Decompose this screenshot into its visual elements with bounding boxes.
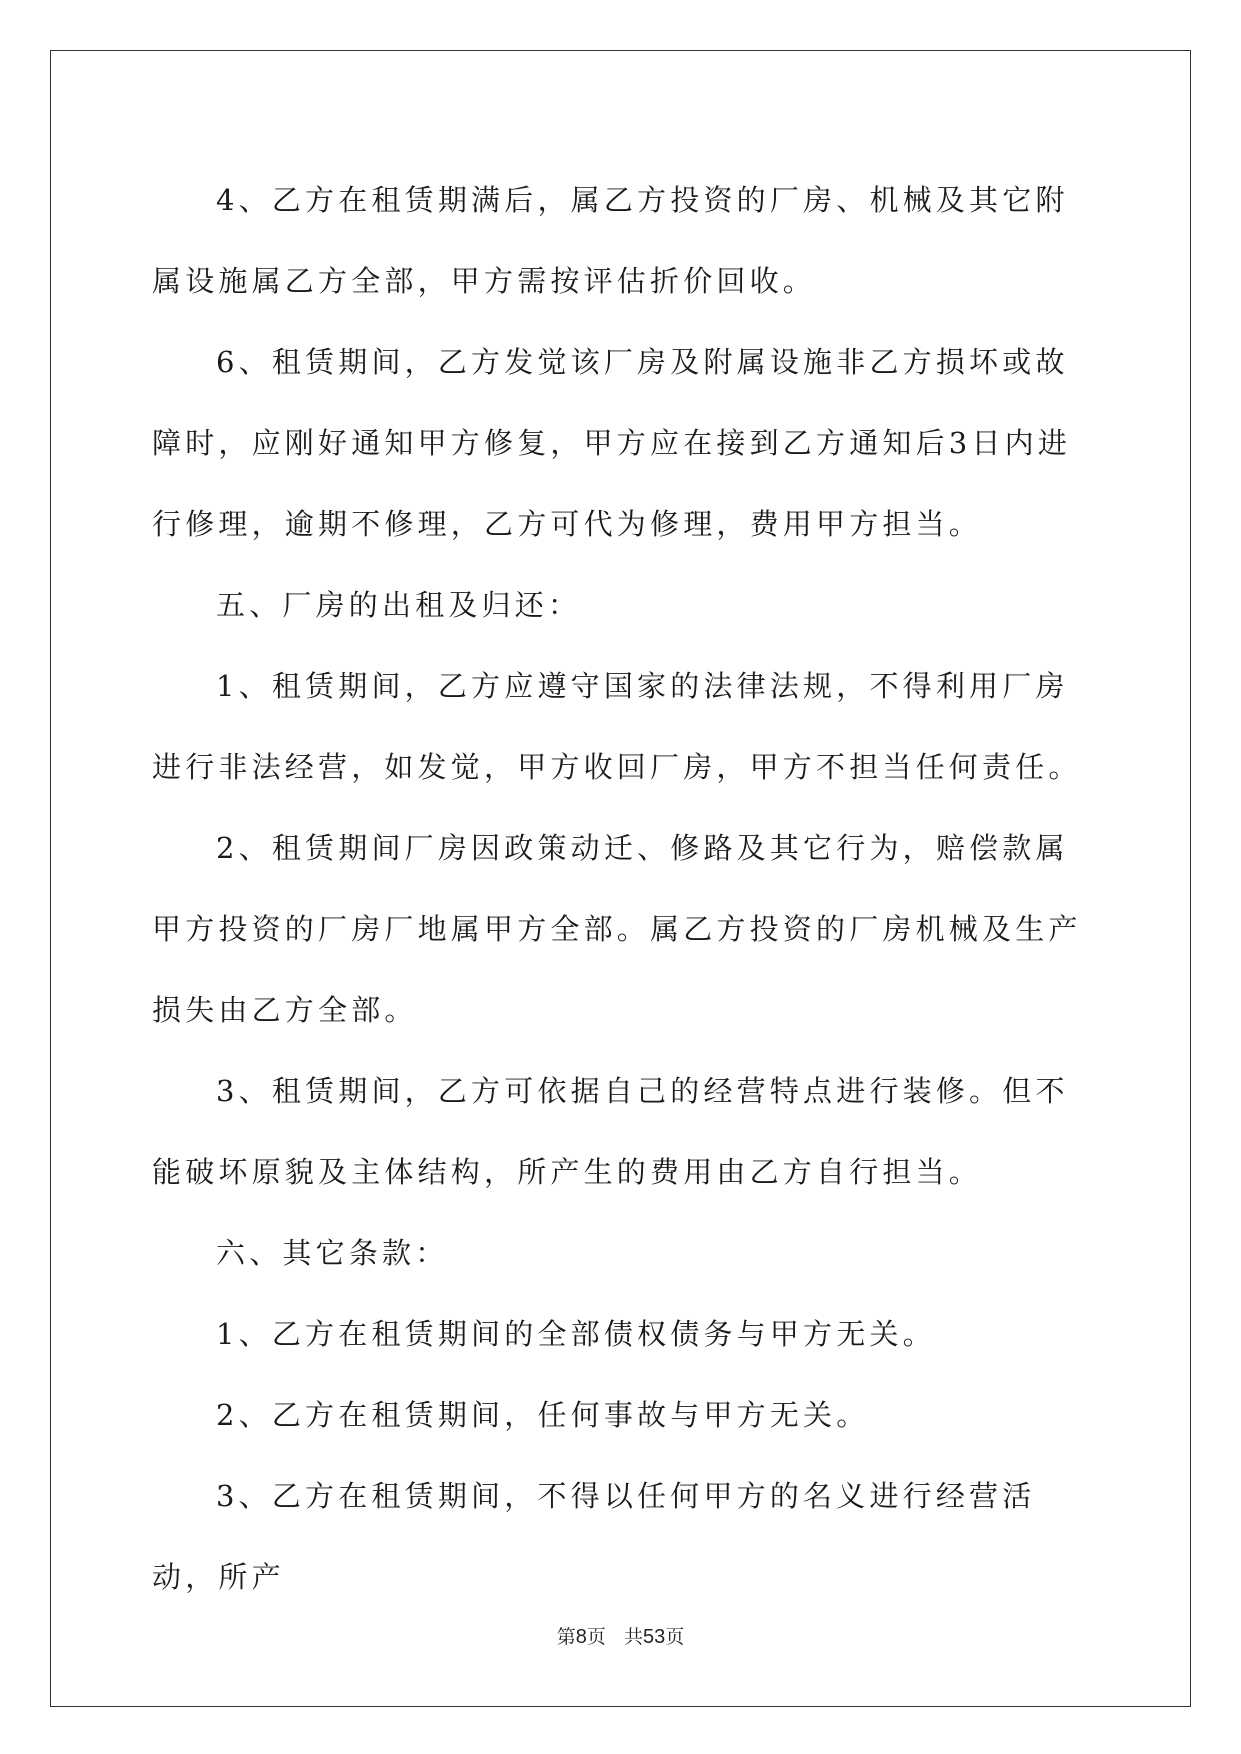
- section-heading: 六、其它条款：: [216, 1236, 449, 1270]
- page-suffix: 页: [586, 1626, 606, 1648]
- document-body: [152, 160, 1092, 1618]
- paragraph: 1、租赁期间，乙方应遵守国家的法律法规，不得利用厂房进行非法经营，如发觉，甲方收回厂房，甲方不担当任何责任。: [152, 669, 1082, 784]
- page-prefix: 第: [556, 1626, 576, 1648]
- page-number: 8: [575, 1626, 587, 1648]
- paragraph: 4、乙方在租赁期满后，属乙方投资的厂房、机械及其它附属设施属乙方全部，甲方需按评估折价回收。: [152, 183, 1069, 298]
- total-pages: 53: [642, 1626, 666, 1648]
- paragraph: 6、租赁期间，乙方发觉该厂房及附属设施非乙方损坏或故障时，应刚好通知甲方修复，甲方应在接到乙方通知后3日内进行修理，逾期不修理，乙方可代为修理，费用甲方担当。: [152, 345, 1072, 541]
- paragraph: 2、乙方在租赁期间，任何事故与甲方无关。: [216, 1398, 870, 1432]
- paragraph: 3、乙方在租赁期间，不得以任何甲方的名义进行经营活动，所产: [152, 1479, 1036, 1594]
- paragraph: 2、租赁期间厂房因政策动迁、修路及其它行为，赔偿款属甲方投资的厂房厂地属甲方全部。属乙方投资的厂房机械及生产损失由乙方全部。: [152, 831, 1082, 1027]
- paragraph: 3、租赁期间，乙方可依据自己的经营特点进行装修。但不能破坏原貌及主体结构，所产生的费用由乙方自行担当。: [152, 1074, 1069, 1189]
- section-heading: 五、厂房的出租及归还：: [216, 588, 582, 622]
- total-suffix: 页: [665, 1626, 685, 1648]
- total-prefix: 共: [623, 1626, 643, 1648]
- paragraph: 1、乙方在租赁期间的全部债权债务与甲方无关。: [216, 1317, 936, 1351]
- page-footer: [0, 1622, 1241, 1649]
